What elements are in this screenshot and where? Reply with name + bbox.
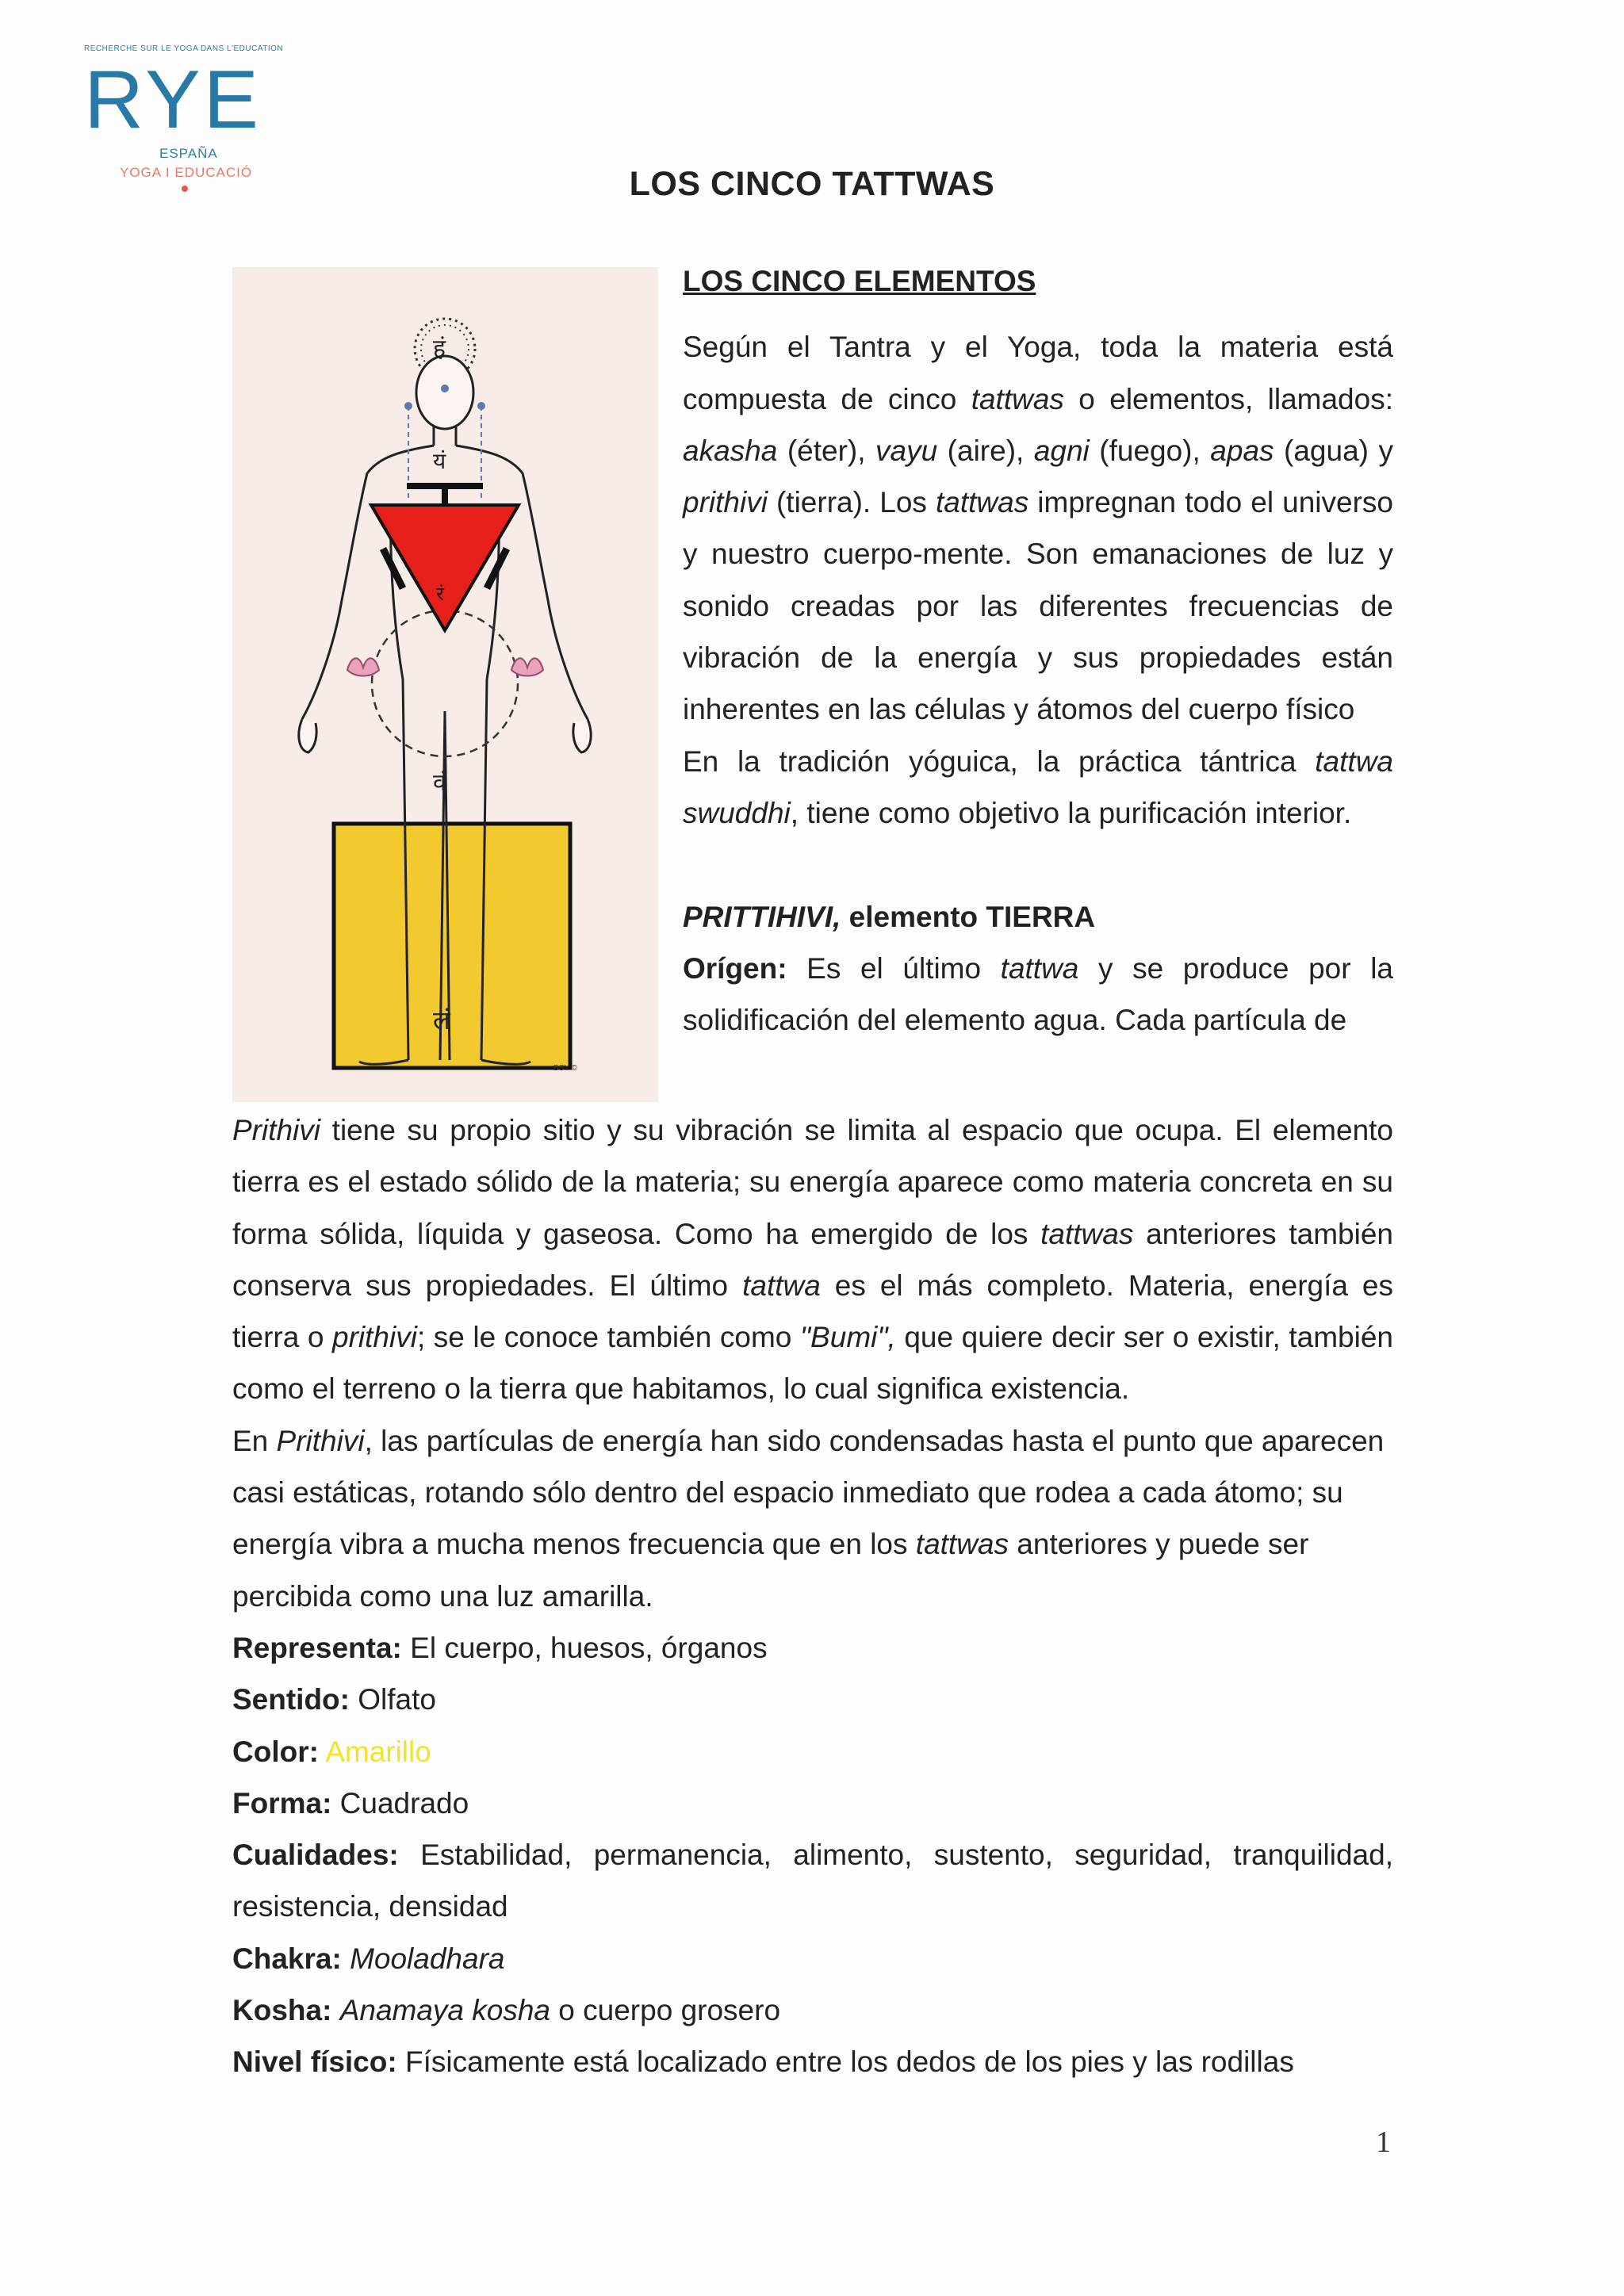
logo-subtitle-yoga: YOGA I EDUCACIÓ [120,165,253,180]
attr-color: Color: Amarillo [232,1735,431,1768]
earth-details [232,1104,1393,2088]
page-title: LOS CINCO TATTWAS [629,165,995,203]
lotus-left-icon [347,658,379,675]
lotus-right-icon [511,658,543,675]
mantra-heart: रं [436,583,444,605]
figure-credit: BSY © [553,1064,577,1073]
particles-paragraph: En Prithivi, las partículas de energía han sido condensadas hasta el punto que aparecen casi estáticas, rotando sólo dentro del espacio inmediato que rodea a cada átomo; su energía vibra a mucha menos frecuencia que en los tattwas anteriores y puede ser percibida como una luz amarilla. [232,1424,1385,1613]
continuation-paragraph: Prithivi tiene su propio sitio y su vibración se limita al espacio que ocupa. El elemento tierra es el estado sólido de la materia; su energía aparece como materia concreta en su forma sólida, líquida y gaseosa. Como ha emergido de los tattwas anteriores también conserva sus propiedades. El último tattwa es el más completo. Materia, energía es tierra o prithivi; se le conoce también como "Bumi", que quiere decir ser o existir, también como el terreno o la tierra que habitamos, lo cual significa existencia. [232,1114,1393,1406]
page-number: 1 [1376,2126,1391,2159]
attr-sense: Sentido: Olfato [232,1683,436,1716]
mantra-sacral: वं [433,769,446,797]
tradition-paragraph: En la tradición yóguica, la práctica tántrica tattwa swuddhi, tiene como objetivo la purificación interior. [683,744,1393,829]
attr-kosha: Kosha: Anamaya kosha o cuerpo grosero [232,1994,781,2027]
attr-shape: Forma: Cuadrado [232,1786,469,1820]
body-diagram [232,267,658,1102]
attr-qualities: Cualidades: Estabilidad, permanencia, alimento, sustento, seguridad, tranquilidad, resistencia, densidad [232,1839,1393,1923]
attr-chakra: Chakra: Mooladhara [232,1942,505,1975]
earth-heading: PRITTIHIVI, elemento TIERRA [683,900,1096,933]
tattwa-body-illustration [232,267,658,1102]
attr-represents: Representa: El cuerpo, huesos, órganos [232,1631,768,1664]
mantra-throat: यं [433,448,446,474]
mantra-root: लं [433,1005,450,1035]
earth-square [334,824,570,1068]
intro-column [683,255,1393,1046]
logo-tagline: RECHERCHE SUR LE YOGA DANS L'EDUCATION [84,44,284,53]
color-value-yellow: Amarillo [325,1735,431,1768]
logo-brand: RYE [84,54,262,146]
logo-subtitle-spain: ESPAÑA [159,146,218,161]
attr-physical-level: Nivel físico: Físicamente está localizado entre los dedos de los pies y las rodillas [232,2045,1294,2079]
origin-paragraph: Orígen: Es el último tattwa y se produce por la solidificación del elemento agua. Cada partícula de [683,951,1393,1037]
section-heading: LOS CINCO ELEMENTOS [683,265,1036,297]
intro-paragraph: Según el Tantra y el Yoga, toda la materia está compuesta de cinco tattwas o elementos, llamados: akasha (éter), vayu (aire), agni (fuego), apas (agua) y prithivi (tierra). Los tattwas impregnan todo el universo y nuestro cuerpo-mente. Son emanaciones de luz y sonido creadas por las diferentes frecuencias de vibración de la energía y sus propiedades están inherentes en las células y átomos del cuerpo físico [683,331,1393,726]
mantra-crown: हं [433,335,446,362]
